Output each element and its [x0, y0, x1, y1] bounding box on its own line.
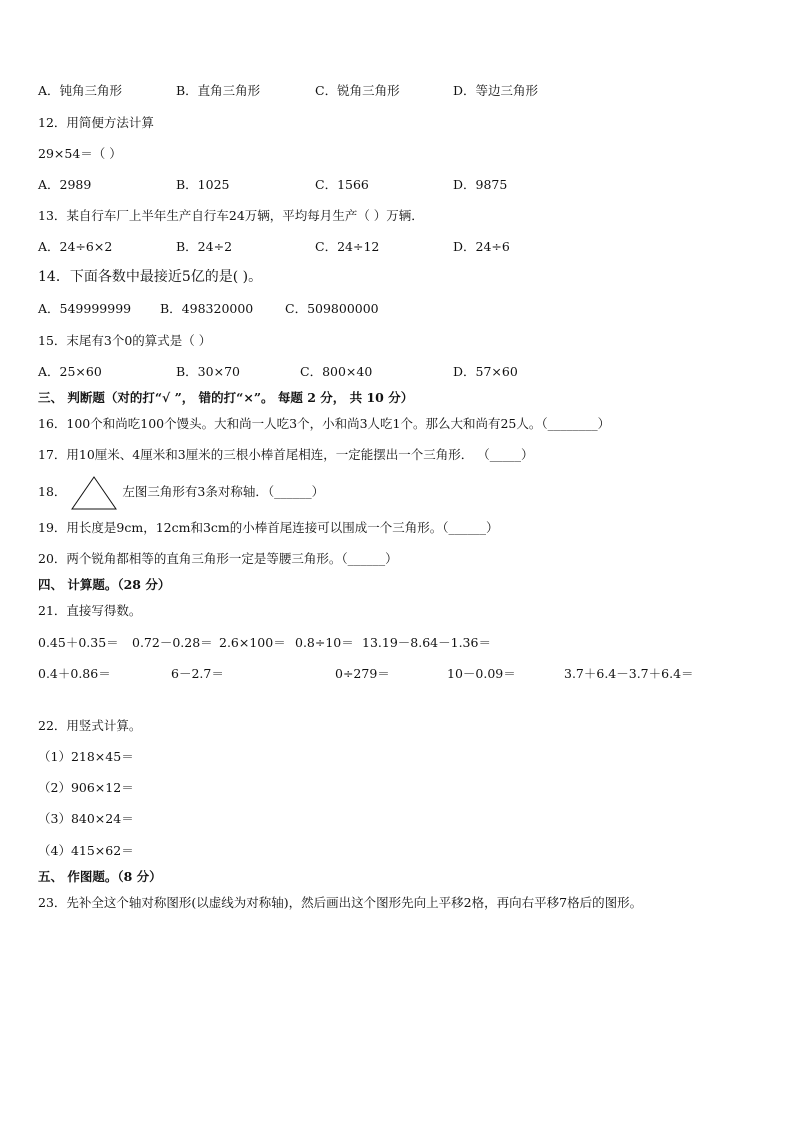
q14-options	[38, 301, 758, 317]
q15-options	[38, 364, 758, 380]
option-b[interactable]: B．直角三角形	[176, 83, 261, 98]
option-b[interactable]: B．498320000	[160, 301, 254, 316]
option-d[interactable]: D．9875	[453, 177, 508, 192]
option-a[interactable]: A．钝角三角形	[38, 83, 123, 98]
q21-stem: 21．直接写得数。	[38, 603, 142, 618]
calc-item: 0.45＋0.35＝	[38, 635, 119, 650]
section-3-title: 三、 判断题（对的打“√ ”， 错的打“×”。 每题 2 分， 共 10 分）	[38, 390, 414, 405]
q15-stem: 15．末尾有3个0的算式是（ ）	[38, 333, 212, 348]
q17-text: 17．用10厘米、4厘米和3厘米的三根小棒首尾相连，一定能摆出一个三角形． （_____）	[38, 447, 534, 462]
calc-item: 0.72－0.28＝	[132, 635, 213, 650]
option-c[interactable]: C．1566	[315, 177, 369, 192]
q18-text: 左图三角形有3条对称轴．（______）	[122, 484, 325, 499]
option-b[interactable]: B．30×70	[176, 364, 240, 379]
calc-item: 10－0.09＝	[447, 666, 516, 681]
calc-item: 2.6×100＝	[219, 635, 286, 650]
q22-item-3: （3）840×24＝	[38, 811, 134, 826]
q22-item-2: （2）906×12＝	[38, 780, 134, 795]
option-a[interactable]: A．549999999	[38, 301, 132, 316]
option-c[interactable]: C．509800000	[285, 301, 379, 316]
q13-options	[38, 239, 758, 255]
section-5-title: 五、 作图题。（8 分）	[38, 869, 162, 884]
q14-stem: 14．下面各数中最接近5亿的是( )。	[38, 269, 263, 285]
q21-row-1	[38, 635, 758, 651]
option-b[interactable]: B．1025	[176, 177, 230, 192]
calc-item: 0÷279＝	[335, 666, 390, 681]
q13-stem: 13．某自行车厂上半年生产自行车24万辆，平均每月生产（ ）万辆．	[38, 208, 424, 223]
section-4-title: 四、 计算题。（28 分）	[38, 577, 171, 592]
triangle-figure	[70, 476, 118, 510]
option-d[interactable]: D．等边三角形	[453, 83, 539, 98]
option-c[interactable]: C．锐角三角形	[315, 83, 400, 98]
option-a[interactable]: A．25×60	[38, 364, 102, 379]
option-d[interactable]: D．57×60	[453, 364, 518, 379]
q12-stem: 12．用简便方法计算	[38, 115, 154, 130]
calc-item: 0.4＋0.86＝	[38, 666, 111, 681]
q22-item-4: （4）415×62＝	[38, 843, 134, 858]
q22-stem: 22．用竖式计算。	[38, 718, 142, 733]
calc-item: 6－2.7＝	[171, 666, 224, 681]
option-a[interactable]: A．24÷6×2	[38, 239, 113, 254]
calc-item: 3.7＋6.4－3.7＋6.4＝	[564, 666, 694, 681]
q21-row-2	[38, 666, 758, 682]
option-c[interactable]: C．800×40	[300, 364, 373, 379]
option-d[interactable]: D．24÷6	[453, 239, 510, 254]
q11-options	[38, 83, 758, 99]
option-c[interactable]: C．24÷12	[315, 239, 380, 254]
q20-text: 20．两个锐角都相等的直角三角形一定是等腰三角形。（______）	[38, 551, 398, 566]
q16-text: 16．100个和尚吃100个馒头。大和尚一人吃3个，小和尚3人吃1个。那么大和尚有25人。（________）	[38, 416, 611, 431]
calc-item: 13.19－8.64－1.36＝	[362, 635, 491, 650]
q19-text: 19．用长度是9cm，12cm和3cm的小棒首尾连接可以围成一个三角形。（______）	[38, 520, 499, 535]
q12-expression: 29×54＝（ ）	[38, 146, 122, 161]
q12-options	[38, 177, 758, 193]
q22-item-1: （1）218×45＝	[38, 749, 134, 764]
q18-number: 18．	[38, 484, 67, 499]
option-b[interactable]: B．24÷2	[176, 239, 233, 254]
q23-text: 23．先补全这个轴对称图形(以虚线为对称轴)，然后画出这个图形先向上平移2格，再向右平移7格后的图形。	[38, 895, 643, 910]
option-a[interactable]: A．2989	[38, 177, 92, 192]
q18-line	[38, 475, 324, 509]
calc-item: 0.8÷10＝	[295, 635, 354, 650]
